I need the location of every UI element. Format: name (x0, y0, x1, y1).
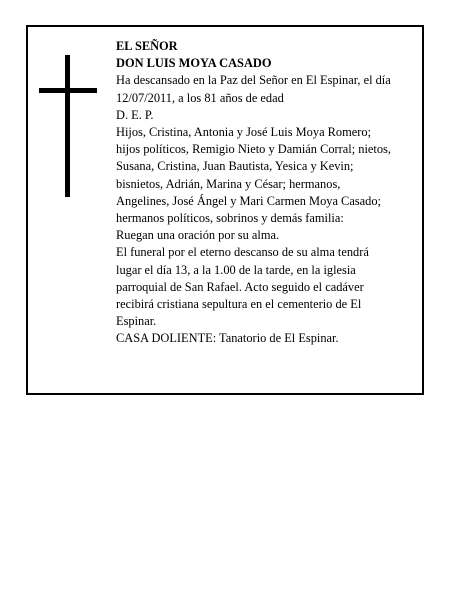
text-line: Espinar. (116, 314, 157, 329)
text-line: D. E. P. (116, 107, 154, 122)
text-line: El funeral por el eterno descanso de su alma tendrá (116, 245, 369, 260)
text-line: CASA DOLIENTE: Tanatorio de El Espinar. (116, 331, 339, 346)
cross-vertical-bar (65, 55, 70, 197)
text-line: lugar el día 13, a la 1.00 de la tarde, en la iglesia (116, 262, 356, 277)
heading-title: EL SEÑOR (116, 39, 178, 53)
notice-text (116, 38, 416, 348)
text-line: recibirá cristiana sepultura en el cementerio de El (116, 297, 362, 312)
text-line: hermanos políticos, sobrinos y demás familia: (116, 211, 344, 226)
text-line: hijos políticos, Remigio Nieto y Damián Corral; nietos, (116, 142, 391, 157)
text-line: Angelines, José Ángel y Mari Carmen Moya Casado; (116, 193, 381, 208)
text-line: Susana, Cristina, Juan Bautista, Yesica y Kevin; (116, 159, 354, 174)
text-line: Ruegan una oración por su alma. (116, 228, 280, 243)
text-line: 12/07/2011, a los 81 años de edad (116, 90, 284, 105)
text-line: parroquial de San Rafael. Acto seguido el cadáver (116, 279, 364, 294)
text-line: Hijos, Cristina, Antonia y José Luis Moya Romero; (116, 125, 372, 140)
obituary-notice (26, 25, 424, 395)
text-line: bisnietos, Adrián, Marina y César; hermanos, (116, 176, 341, 191)
cross-icon (39, 55, 97, 197)
deceased-name: DON LUIS MOYA CASADO (116, 56, 272, 71)
cross-horizontal-bar (39, 88, 97, 93)
text-line: Ha descansado en la Paz del Señor en El Espinar, el día (116, 73, 391, 88)
